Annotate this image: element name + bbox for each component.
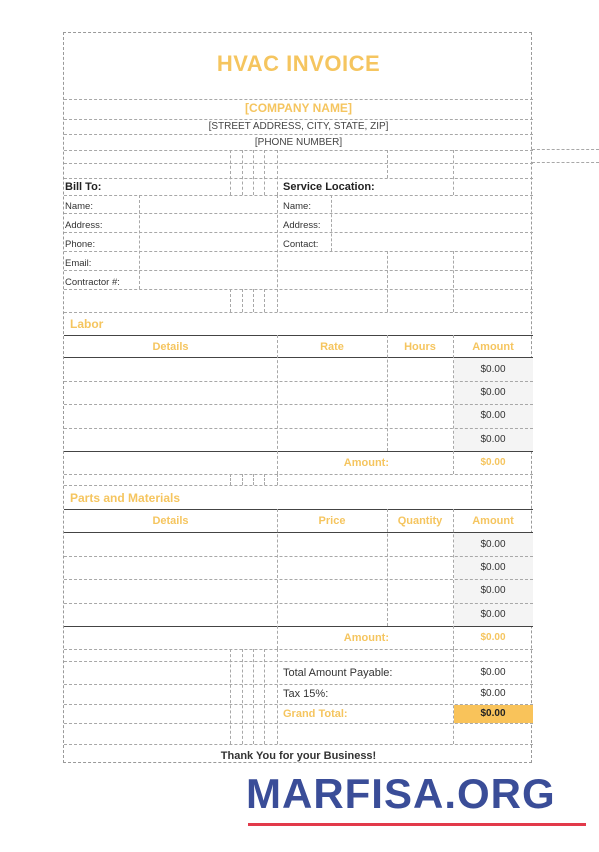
- phone-number: [PHONE NUMBER]: [254, 137, 343, 148]
- service-address-label: Address:: [283, 220, 321, 231]
- bill-to-contractor-label: Contractor #:: [65, 277, 120, 288]
- labor-subtotal-label: Amount:: [343, 457, 389, 469]
- total-payable-value: $0.00: [480, 667, 506, 678]
- labor-col-hours: Hours: [404, 341, 436, 353]
- parts-col-quantity: Quantity: [397, 515, 443, 527]
- company-name: [COMPANY NAME]: [245, 101, 352, 115]
- bill-to-heading: Bill To:: [65, 181, 102, 193]
- watermark-underline: [248, 823, 586, 826]
- bill-to-name-label: Name:: [65, 201, 93, 212]
- service-name-label: Name:: [283, 201, 311, 212]
- labor-col-amount: Amount: [472, 341, 514, 353]
- tax-value: $0.00: [480, 688, 506, 699]
- parts-subtotal-value: $0.00: [480, 632, 506, 643]
- parts-row-4-amount: $0.00: [480, 609, 506, 620]
- tax-label: Tax 15%:: [283, 688, 329, 700]
- total-payable-label: Total Amount Payable:: [283, 667, 393, 679]
- labor-col-rate: Rate: [320, 341, 344, 353]
- labor-row-2-amount: $0.00: [480, 387, 506, 398]
- service-contact-label: Contact:: [283, 239, 319, 250]
- parts-row-2-amount: $0.00: [480, 562, 506, 573]
- labor-heading: Labor: [70, 317, 104, 331]
- bill-to-address-label: Address:: [65, 220, 103, 231]
- labor-row-4-amount: $0.00: [480, 434, 506, 445]
- labor-col-details: Details: [152, 341, 189, 353]
- parts-row-1-amount: $0.00: [480, 539, 506, 550]
- street-address: [STREET ADDRESS, CITY, STATE, ZIP]: [208, 121, 389, 132]
- invoice-title: HVAC INVOICE: [216, 51, 381, 76]
- parts-row-3-amount: $0.00: [480, 585, 506, 596]
- parts-heading: Parts and Materials: [70, 491, 181, 505]
- thank-you-message: Thank You for your Business!: [220, 750, 377, 762]
- parts-col-price: Price: [318, 515, 346, 527]
- labor-subtotal-value: $0.00: [480, 457, 506, 468]
- parts-col-amount: Amount: [472, 515, 514, 527]
- parts-subtotal-label: Amount:: [343, 632, 389, 644]
- parts-col-details: Details: [152, 515, 189, 527]
- labor-row-3-amount: $0.00: [480, 410, 506, 421]
- watermark-logo: MARFISA.ORG: [246, 770, 556, 817]
- bill-to-phone-label: Phone:: [65, 239, 96, 250]
- bill-to-email-label: Email:: [65, 258, 92, 269]
- labor-row-1-amount: $0.00: [480, 364, 506, 375]
- grand-total-label: Grand Total:: [283, 708, 348, 720]
- grand-total-value: $0.00: [480, 708, 506, 719]
- invoice-sheet: [63, 32, 532, 763]
- service-location-heading: Service Location:: [283, 181, 375, 193]
